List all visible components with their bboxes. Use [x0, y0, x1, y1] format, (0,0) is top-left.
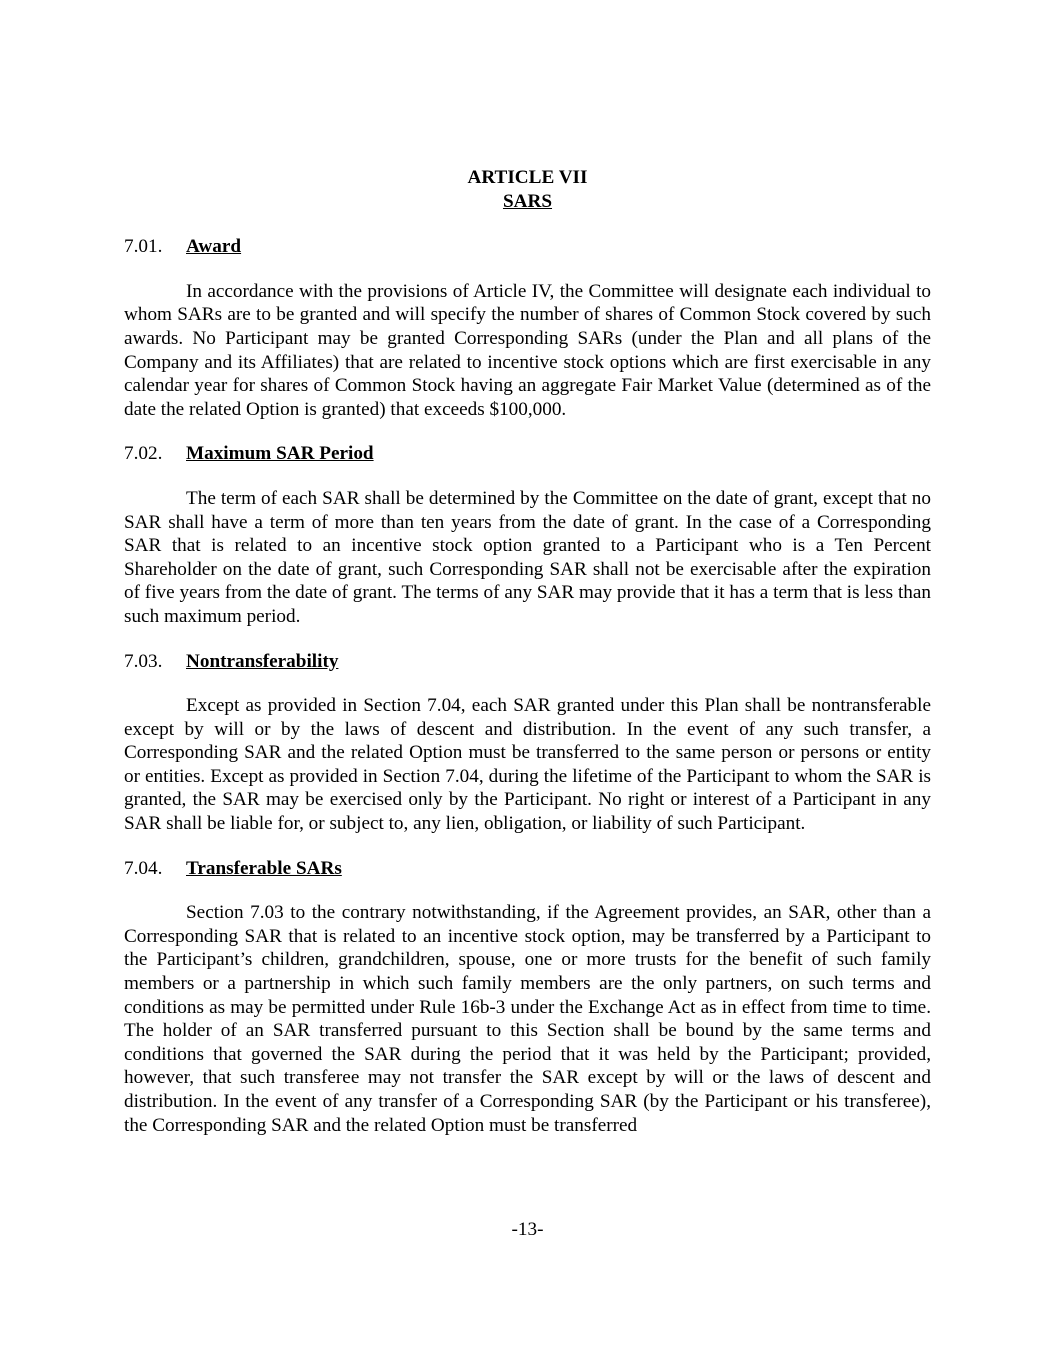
page-number: -13- — [511, 1219, 544, 1240]
page-content — [124, 166, 931, 1137]
article-number: ARTICLE VII — [467, 167, 588, 188]
section-number: 7.02. — [124, 443, 163, 465]
section-heading-7-03 — [124, 650, 931, 674]
section-title: Award — [186, 236, 242, 258]
article-title — [124, 190, 931, 214]
section-heading-7-01 — [124, 235, 931, 259]
section-title: Maximum SAR Period — [186, 443, 374, 465]
section-body-7-01: In accordance with the provisions of Article IV, the Committee will designate each individual to whom SARs are to be granted and will specify the number of shares of Common Stock covered by such awards. No Participant may be granted Corresponding SARs (under the Plan and all plans of the Company and its Affiliates) that are related to incentive stock options which are first exercisable in any calendar year for shares of Common Stock having an aggregate Fair Market Value (determined as of the date the related Option is granted) that exceeds $100,000. — [124, 280, 931, 420]
section-body-7-02: The term of each SAR shall be determined by the Committee on the date of grant, except that no SAR shall have a term of more than ten years from the date of grant. In the case of a Corresponding SAR that is related to an incentive stock option granted to a Participant who is a Ten Percent Shareholder on the date of grant, such Corresponding SAR shall not be exercisable after the expiration of five years from the date of grant. The terms of any SAR may provide that it has a term that is less than such maximum period. — [124, 487, 931, 627]
article-title-text: SARS — [502, 190, 553, 212]
section-body-7-03: Except as provided in Section 7.04, each SAR granted under this Plan shall be nontransferable except by will or by the laws of descent and distribution. In the event of any such transfer, a Corresponding SAR and the related Option must be transferred to the same person or persons or entity or entities. Except as provided in Section 7.04, during the lifetime of the Participant to whom the SAR is granted, the SAR may be exercised only by the Participant. No right or interest of a Participant in any SAR shall be liable for, or subject to, any lien, obligation, or liability of such Participant. — [124, 695, 931, 835]
section-title: Transferable SARs — [186, 857, 342, 879]
section-heading-7-04 — [124, 857, 931, 881]
section-title: Nontransferability — [186, 650, 339, 672]
section-number: 7.01. — [124, 236, 163, 258]
section-body-7-04: Section 7.03 to the contrary notwithstanding, if the Agreement provides, an SAR, other than a Corresponding SAR that is related to an incentive stock option, may be transferred by a Participant to the Participant’s children, grandchildren, spouse, one or more trusts for the benefit of such family members or a partnership in which such family members are the only partners, on such terms and conditions as may be permitted under Rule 16b-3 under the Exchange Act as in effect from time to time. The holder of an SAR transferred pursuant to this Section shall be bound by the same terms and conditions that governed the SAR during the period that it was held by the Participant; provided, however, that such transferee may not transfer the SAR except by will or the laws of descent and distribution. In the event of any transfer of a Corresponding SAR (by the Participant or his transferee), the Corresponding SAR and the related Option must be transferred — [124, 902, 931, 1136]
section-number: 7.03. — [124, 650, 163, 672]
section-number: 7.04. — [124, 857, 163, 879]
section-heading-7-02 — [124, 442, 931, 466]
article-heading — [124, 166, 931, 213]
